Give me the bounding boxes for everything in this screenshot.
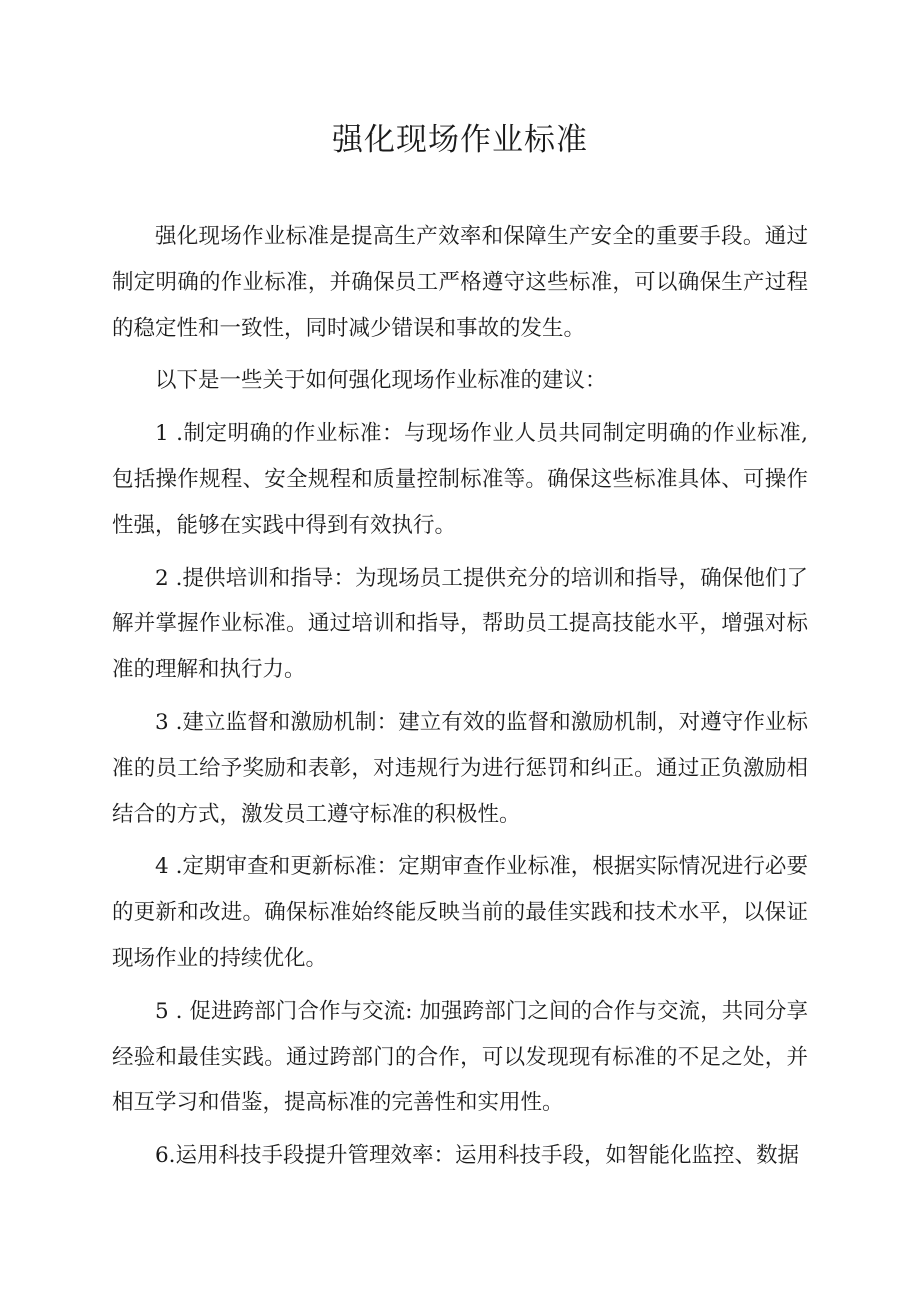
- suggestion-5: 5 . 促进跨部门合作与交流: 加强跨部门之间的合作与交流，共同分享经验和最佳实践。通过跨部门的合作，可以发现现有标准的不足之处，并相互学习和借鉴，提高标准的完善性和实用性。: [112, 998, 808, 1116]
- suggestion-2: 2 .提供培训和指导：为现场员工提供充分的培训和指导，确保他们了解并掌握作业标准。通过培训和指导，帮助员工提高技能水平，增强对标准的理解和执行力。: [112, 565, 808, 683]
- suggestion-1: 1 .制定明确的作业标准：与现场作业人员共同制定明确的作业标准,包括操作规程、安全规程和质量控制标准等。确保这些标准具体、可操作性强，能够在实践中得到有效执行。: [112, 421, 808, 538]
- document-body: [112, 214, 808, 1186]
- suggestion-4: 4 .定期审查和更新标准：定期审查作业标准，根据实际情况进行必要的更新和改进。确保标准始终能反映当前的最佳实践和技术水平，以保证现场作业的持续优化。: [112, 854, 808, 971]
- document-title: 强化现场作业标准: [332, 122, 588, 158]
- suggestion-3: 3 .建立监督和激励机制：建立有效的监督和激励机制，对遵守作业标准的员工给予奖励和表彰，对违规行为进行惩罚和纠正。通过正负激励相结合的方式，激发员工遵守标准的积极性。: [112, 709, 808, 827]
- suggestion-6: 6.运用科技手段提升管理效率：运用科技手段，如智能化监控、数据: [155, 1143, 800, 1169]
- suggestions-intro: 以下是一些关于如何强化现场作业标准的建议：: [155, 368, 607, 394]
- intro-paragraph: 强化现场作业标准是提高生产效率和保障生产安全的重要手段。通过制定明确的作业标准，并确保员工严格遵守这些标准，可以确保生产过程的稳定性和一致性，同时减少错误和事故的发生。: [112, 224, 808, 341]
